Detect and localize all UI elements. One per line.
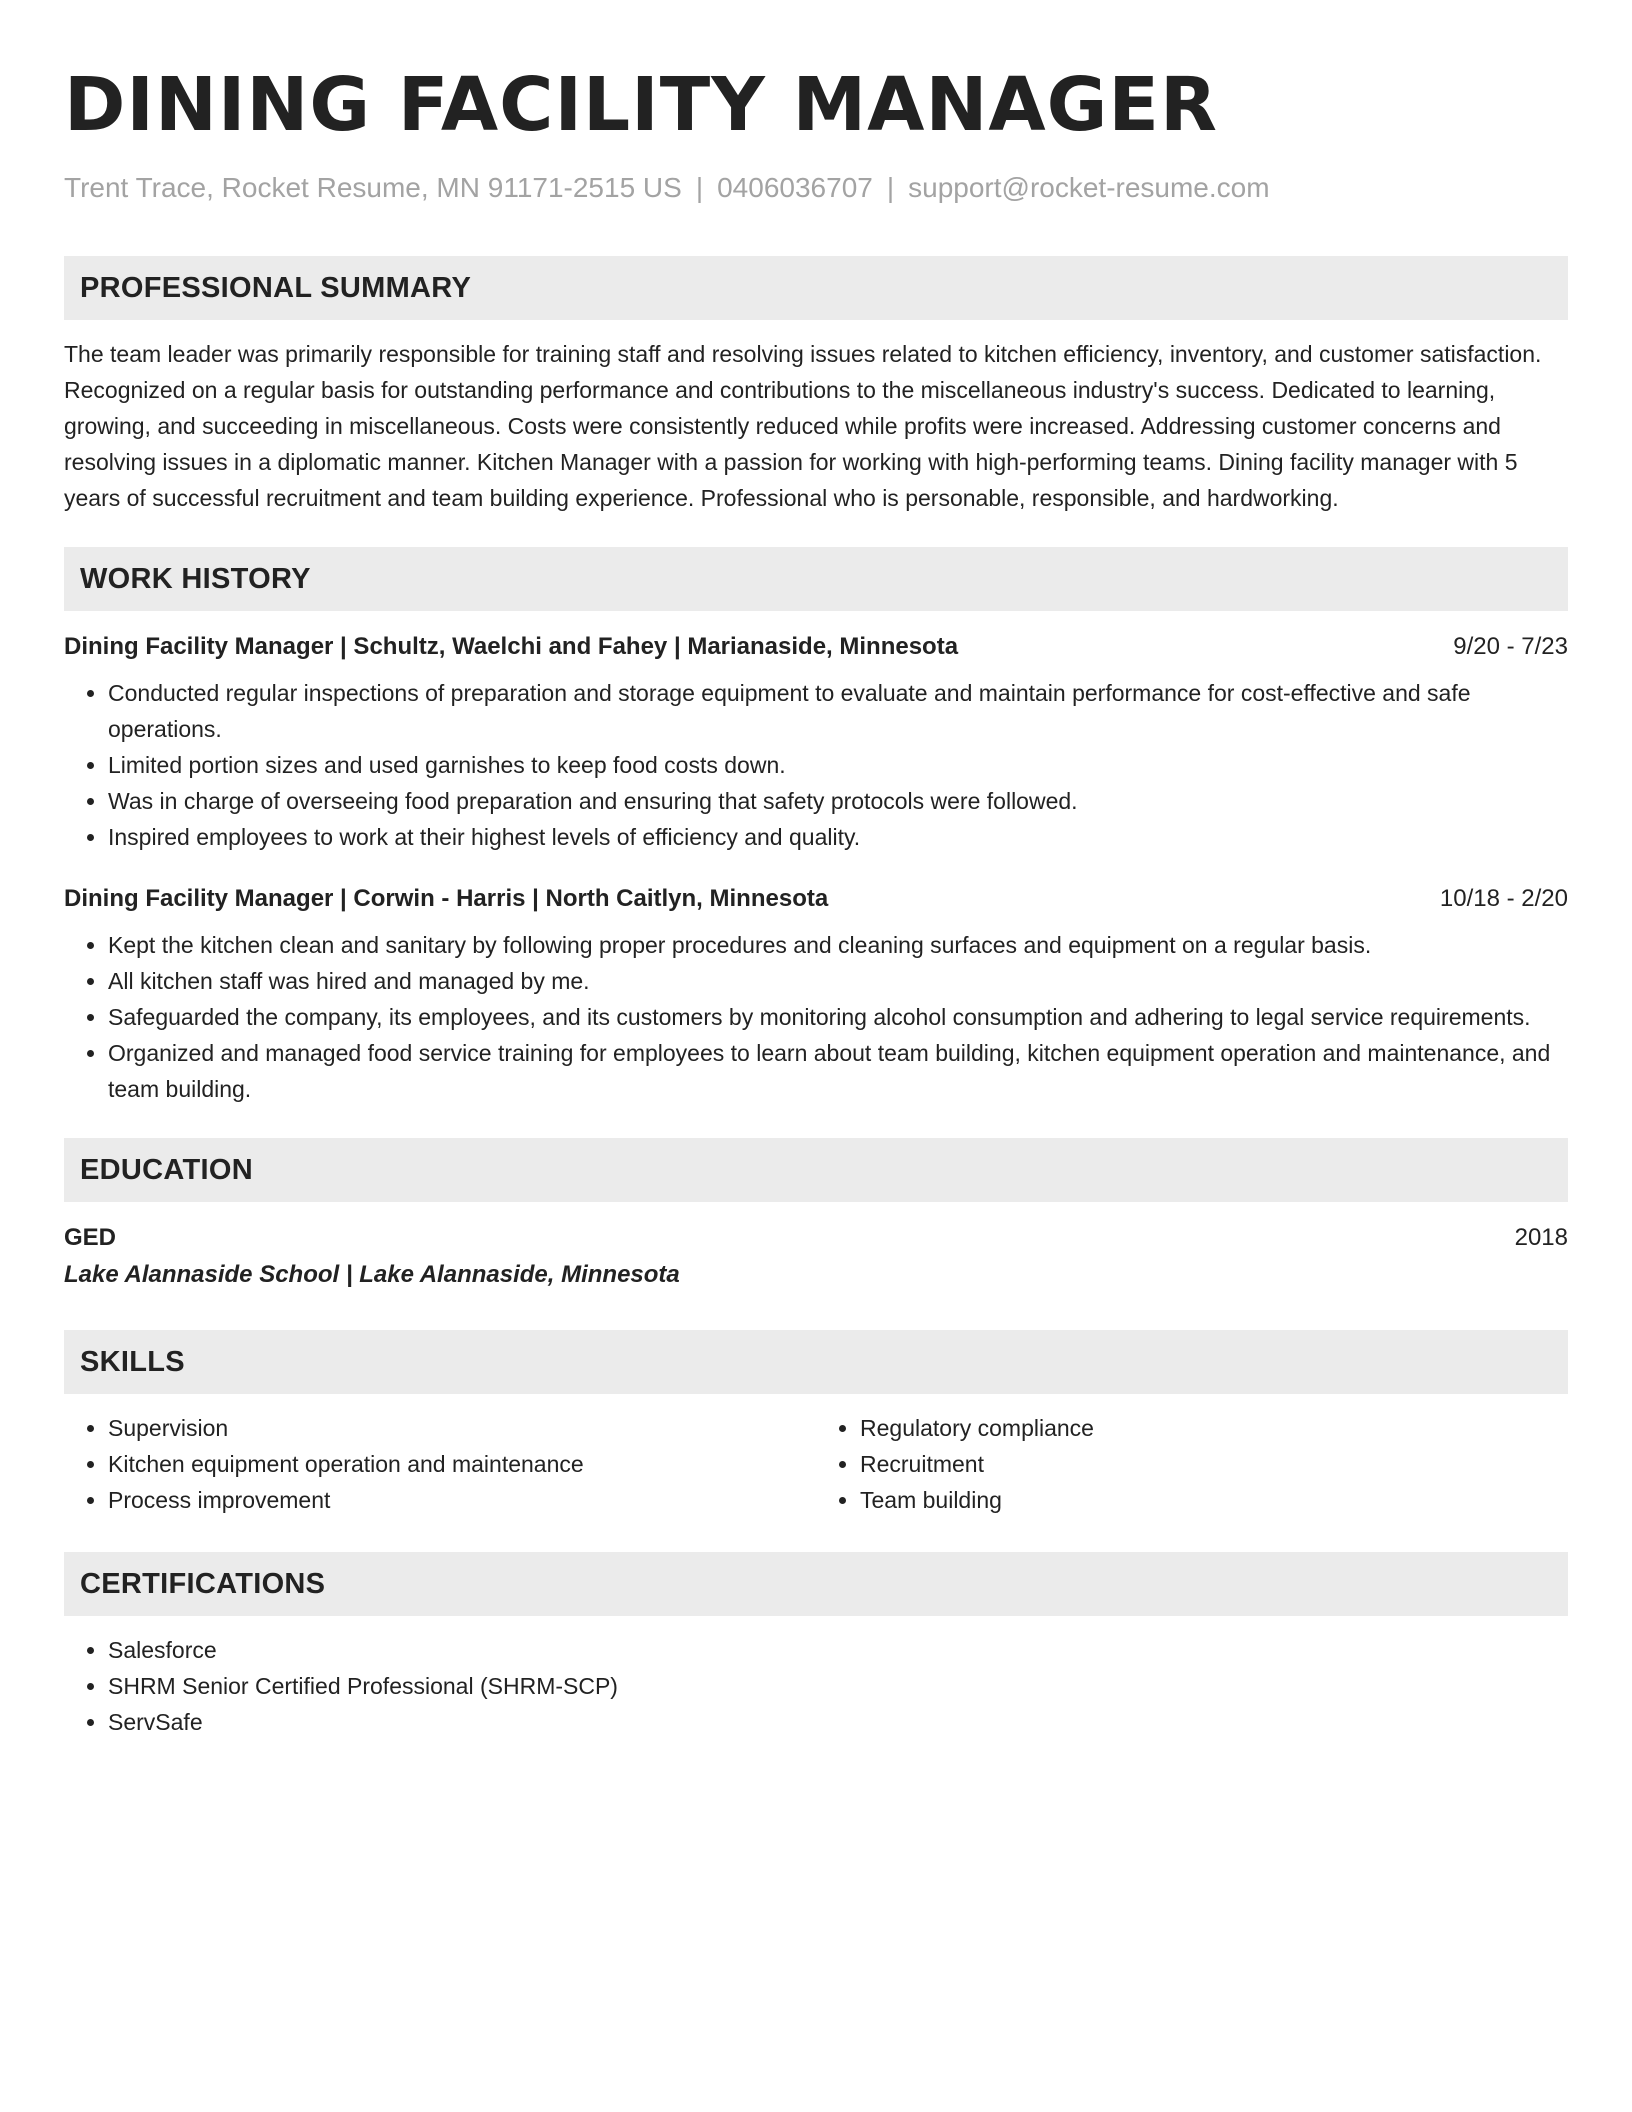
contact-line [64, 170, 1568, 206]
job-bullet: • Safeguarded the company, its employees, and its customers by monitoring alcohol consumption and adhering to legal service requirements. [108, 999, 1568, 1035]
contact-separator: | [886, 172, 895, 203]
certification-item: • SHRM Senior Certified Professional (SHRM-SCP) [108, 1668, 1568, 1704]
contact-separator: | [695, 172, 704, 203]
contact-email: support@rocket-resume.com [908, 172, 1270, 203]
education-year: 2018 [1514, 1224, 1568, 1251]
job-title: Dining Facility Manager | Corwin - Harris | North Caitlyn, Minnesota [64, 885, 829, 912]
skill-item: • Kitchen equipment operation and maintenance [108, 1446, 816, 1482]
skill-item: • Team building [860, 1482, 1568, 1518]
education-degree: GED [64, 1224, 117, 1251]
skill-item: • Regulatory compliance [860, 1410, 1568, 1446]
skill-item: • Process improvement [108, 1482, 816, 1518]
job-header [64, 881, 1568, 917]
job-bullet: • Inspired employees to work at their highest levels of efficiency and quality. [108, 819, 1568, 855]
section-heading-education: EDUCATION [64, 1138, 1568, 1202]
job-date: 10/18 - 2/20 [1439, 885, 1568, 912]
contact-address: Trent Trace, Rocket Resume, MN 91171-2515 US [64, 172, 682, 203]
certifications-list [64, 1632, 1568, 1740]
resume-title: DINING FACILITY MANAGER [64, 62, 1218, 148]
job-bullets [64, 927, 1568, 1107]
certifications-block [64, 1632, 1568, 1740]
job-bullet: • Limited portion sizes and used garnishes to keep food costs down. [108, 747, 1568, 783]
job-header [64, 629, 1568, 665]
job-bullet: • Kept the kitchen clean and sanitary by following proper procedures and cleaning surfaces and equipment on a regular basis. [108, 927, 1568, 963]
skills-grid [64, 1410, 1568, 1518]
section-heading-certifications: CERTIFICATIONS [64, 1552, 1568, 1616]
job-bullet: • Conducted regular inspections of preparation and storage equipment to evaluate and maintain performance for cost-effective and safe operations. [108, 675, 1568, 747]
job-bullet: • All kitchen staff was hired and managed by me. [108, 963, 1568, 999]
job-title: Dining Facility Manager | Schultz, Waelchi and Fahey | Marianaside, Minnesota [64, 633, 959, 660]
certification-item: • Salesforce [108, 1632, 1568, 1668]
section-heading-summary: PROFESSIONAL SUMMARY [64, 256, 1568, 320]
job-bullet: • Was in charge of overseeing food preparation and ensuring that safety protocols were followed. [108, 783, 1568, 819]
job-bullet: • Organized and managed food service training for employees to learn about team building, kitchen equipment operation and maintenance, and team building. [108, 1035, 1568, 1107]
section-heading-skills: SKILLS [64, 1330, 1568, 1394]
job-bullets [64, 675, 1568, 855]
education-school: Lake Alannaside School | Lake Alannaside, Minnesota [64, 1261, 680, 1288]
job-entry [64, 629, 1568, 855]
certification-item: • ServSafe [108, 1704, 1568, 1740]
summary-text: The team leader was primarily responsible for training staff and resolving issues related to kitchen efficiency, inventory, and customer satisfaction. Recognized on a regular basis for outstanding performance and contributions to the miscellaneous industry's success. Dedicated to learning, growing, and succeeding in miscellaneous. Costs were consistently reduced while profits were increased. Addressing customer concerns and resolving issues in a diplomatic manner. Kitchen Manager with a passion for working with high-performing teams. Dining facility manager with 5 years of successful recruitment and team building experience. Professional who is personable, responsible, and hardworking. [64, 341, 1542, 511]
skills-column-left [64, 1410, 816, 1518]
job-entry [64, 881, 1568, 1107]
skills-column-right [816, 1410, 1568, 1518]
contact-phone: 0406036707 [717, 172, 873, 203]
skill-item: • Supervision [108, 1410, 816, 1446]
education-header [64, 1220, 1568, 1256]
section-heading-work-history: WORK HISTORY [64, 547, 1568, 611]
skill-item: • Recruitment [860, 1446, 1568, 1482]
job-date: 9/20 - 7/23 [1453, 633, 1568, 660]
